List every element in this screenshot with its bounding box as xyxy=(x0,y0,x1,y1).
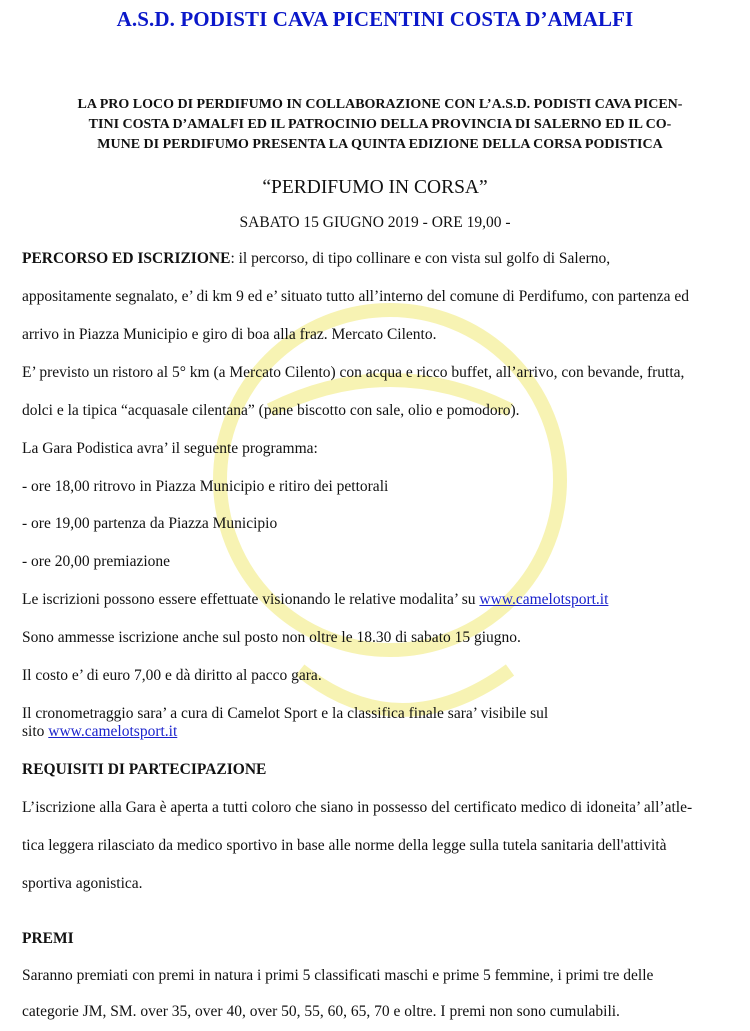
camelotsport-link[interactable]: www.camelotsport.it xyxy=(479,591,609,608)
percorso-heading: PERCORSO ED ISCRIZIONE xyxy=(22,250,231,267)
percorso-line: appositamente segnalato, e’ di km 9 ed e’ situato tutto all’interno del comune di Perdifumo, con partenza ed xyxy=(22,288,690,305)
premi-heading: PREMI xyxy=(22,930,74,947)
requisiti-line: L’iscrizione alla Gara è aperta a tutti coloro che siano in possesso del certificato medico di idoneita’ all’atle- xyxy=(22,799,693,816)
crono-line xyxy=(22,723,177,741)
crono-line: Il cronometraggio sara’ a cura di Camelot Sport e la classifica finale sara’ visibile sul xyxy=(22,705,549,722)
percorso-line xyxy=(22,250,610,268)
page-title: A.S.D. PODISTI CAVA PICENTINI COSTA D’AMALFI xyxy=(116,7,634,31)
crono-prefix: sito xyxy=(22,723,49,740)
costo-line: Il costo e’ di euro 7,00 e dà diritto al pacco gara. xyxy=(22,667,322,684)
premi-line: categorie JM, SM. over 35, over 40, over 50, 55, 60, 65, 70 e oltre. I premi non sono cumulabili. xyxy=(22,1003,620,1020)
percorso-line: dolci e la tipica “acquasale cilentana” (pane biscotto con sale, olio e pomodoro). xyxy=(22,402,520,419)
intro-line: MUNE DI PERDIFUMO PRESENTA LA QUINTA EDIZIONE DELLA CORSA PODISTICA xyxy=(97,137,663,152)
requisiti-heading: REQUISITI DI PARTECIPAZIONE xyxy=(22,761,267,778)
intro-line: TINI COSTA D’AMALFI ED IL PATROCINIO DELLA PROVINCIA DI SALERNO ED IL CO- xyxy=(88,117,672,132)
iscrizioni-text: Le iscrizioni possono essere effettuate visionando le relative modalita’ su xyxy=(22,591,480,608)
ammesse-line: Sono ammesse iscrizione anche sul posto non oltre le 18.30 di sabato 15 giugno. xyxy=(22,629,521,646)
requisiti-line: tica leggera rilasciato da medico sportivo in base alle norme della legge sulla tutela sanitaria dell'attività xyxy=(22,837,667,854)
event-title: “PERDIFUMO IN CORSA” xyxy=(262,177,488,198)
program-item: - ore 18,00 ritrovo in Piazza Municipio e ritiro dei pettorali xyxy=(22,478,389,495)
percorso-line: arrivo in Piazza Municipio e giro di boa alla fraz. Mercato Cilento. xyxy=(22,326,437,343)
camelotsport-link[interactable]: www.camelotsport.it xyxy=(48,723,178,740)
premi-line: Saranno premiati con premi in natura i primi 5 classificati maschi e prime 5 femmine, i primi tre delle xyxy=(22,967,654,984)
program-item: - ore 19,00 partenza da Piazza Municipio xyxy=(22,515,278,532)
program-intro: La Gara Podistica avra’ il seguente programma: xyxy=(22,440,318,457)
intro-paragraph xyxy=(22,95,738,155)
program-item: - ore 20,00 premiazione xyxy=(22,553,171,570)
iscrizioni-line xyxy=(22,591,608,609)
percorso-text: : il percorso, di tipo collinare e con vista sul golfo di Salerno, xyxy=(230,250,611,267)
intro-line: LA PRO LOCO DI PERDIFUMO IN COLLABORAZIONE CON L’A.S.D. PODISTI CAVA PICEN- xyxy=(77,97,683,112)
event-date: SABATO 15 GIUGNO 2019 - ORE 19,00 - xyxy=(239,214,511,231)
percorso-line: E’ previsto un ristoro al 5° km (a Mercato Cilento) con acqua e ricco buffet, all’arrivo, con bevande, frutta, xyxy=(22,364,685,381)
requisiti-line: sportiva agonistica. xyxy=(22,875,143,892)
